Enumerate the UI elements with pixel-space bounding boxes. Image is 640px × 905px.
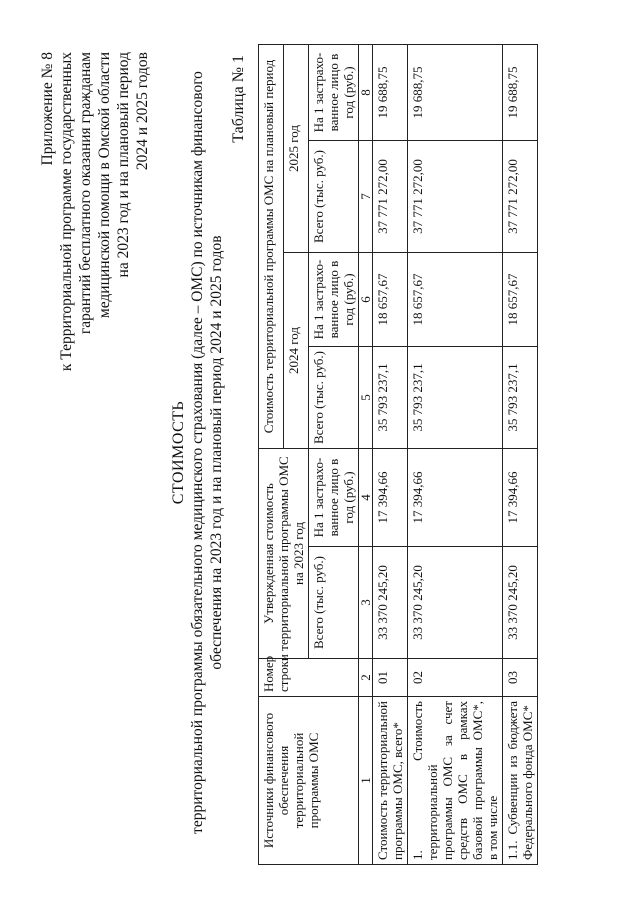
cell-per-person-2025: 19 688,75 (373, 44, 408, 140)
table-row (373, 44, 408, 864)
cell-per-person-2024: 18 657,67 (503, 253, 538, 347)
row-number: 02 (408, 659, 503, 697)
cell-per-person-2025: 19 688,75 (408, 44, 503, 140)
column-number-row (359, 44, 373, 864)
cell-total-2023: 33 370 245,20 (408, 547, 503, 659)
appendix-line: Приложение № 8 (39, 52, 56, 166)
column-number: 4 (359, 449, 373, 547)
appendix-line: на 2023 год и на плановый период (115, 52, 132, 278)
header-approved-2023: Утвержденная стоимость территориальной программы ОМС на 2023 год (259, 449, 309, 659)
cell-total-2025: 37 771 272,00 (373, 141, 408, 253)
column-number: 1 (359, 697, 373, 865)
header-planned-period: Стоимость территориальной программы ОМС на плановый период (259, 44, 284, 448)
cell-per-person-2023: 17 394,66 (373, 449, 408, 547)
row-source: Стоимость территориальной программы ОМС, всего* (373, 697, 408, 865)
title-line-2: обеспечения на 2023 год и на плановый период 2024 и 2025 годов (208, 235, 225, 670)
cell-total-2024: 35 793 237,1 (373, 347, 408, 449)
header-total-2024: Всего (тыс. руб.) (309, 347, 359, 449)
header-year-2025: 2025 год (284, 44, 309, 252)
title-line-1: территориальной программы обязательного медицинского страхования (далее – ОМС) по источникам финансового (189, 71, 206, 834)
document-title (170, 0, 226, 905)
header-row-number: Номер строки (259, 659, 359, 697)
row-number: 01 (373, 659, 408, 697)
appendix-header (38, 52, 152, 472)
table-row (503, 44, 538, 864)
column-number: 3 (359, 547, 373, 659)
appendix-line: медицинской помощи в Омской области (96, 52, 113, 319)
header-source: Источники финансового обеспечения территориальной программы ОМС (259, 697, 359, 865)
header-per-person-2024: На 1 застрахованное лицо в год (руб.) (309, 253, 359, 347)
header-per-person-2025: На 1 застрахованное лицо в год (руб.) (309, 44, 359, 140)
table-label: Таблица № 1 (230, 55, 247, 143)
row-source: 1. Стоимость территориальной программы ОМС за счет средств ОМС в рамках базовой программы ОМС*, в том числе (408, 697, 503, 865)
cell-per-person-2025: 19 688,75 (503, 44, 538, 140)
column-number: 5 (359, 347, 373, 449)
column-number: 2 (359, 659, 373, 697)
header-year-2024: 2024 год (284, 253, 309, 449)
column-number: 7 (359, 141, 373, 253)
cell-per-person-2023: 17 394,66 (408, 449, 503, 547)
omc-cost-table (258, 44, 538, 865)
cell-total-2024: 35 793 237,1 (408, 347, 503, 449)
column-number: 8 (359, 44, 373, 140)
cell-total-2024: 35 793 237,1 (503, 347, 538, 449)
row-source: 1.1. Субвенции из бюджета Федерального фонда ОМС* (503, 697, 538, 865)
table-row (408, 44, 503, 864)
row-number: 03 (503, 659, 538, 697)
cell-per-person-2023: 17 394,66 (503, 449, 538, 547)
cell-total-2025: 37 771 272,00 (503, 141, 538, 253)
appendix-line: гарантий бесплатного оказания гражданам (77, 52, 94, 335)
cell-per-person-2024: 18 657,67 (408, 253, 503, 347)
cell-total-2025: 37 771 272,00 (408, 141, 503, 253)
header-per-person-2023: На 1 застрахованное лицо в год (руб.) (309, 449, 359, 547)
appendix-line: 2024 и 2025 годов (134, 52, 151, 171)
cell-per-person-2024: 18 657,67 (373, 253, 408, 347)
header-total-2025: Всего (тыс. руб.) (309, 141, 359, 253)
cell-total-2023: 33 370 245,20 (373, 547, 408, 659)
header-total-2023: Всего (тыс. руб.) (309, 547, 359, 659)
cell-total-2023: 33 370 245,20 (503, 547, 538, 659)
title-heading: СТОИМОСТЬ (170, 400, 187, 505)
appendix-line: к Территориальной программе государственных (58, 52, 75, 372)
column-number: 6 (359, 253, 373, 347)
